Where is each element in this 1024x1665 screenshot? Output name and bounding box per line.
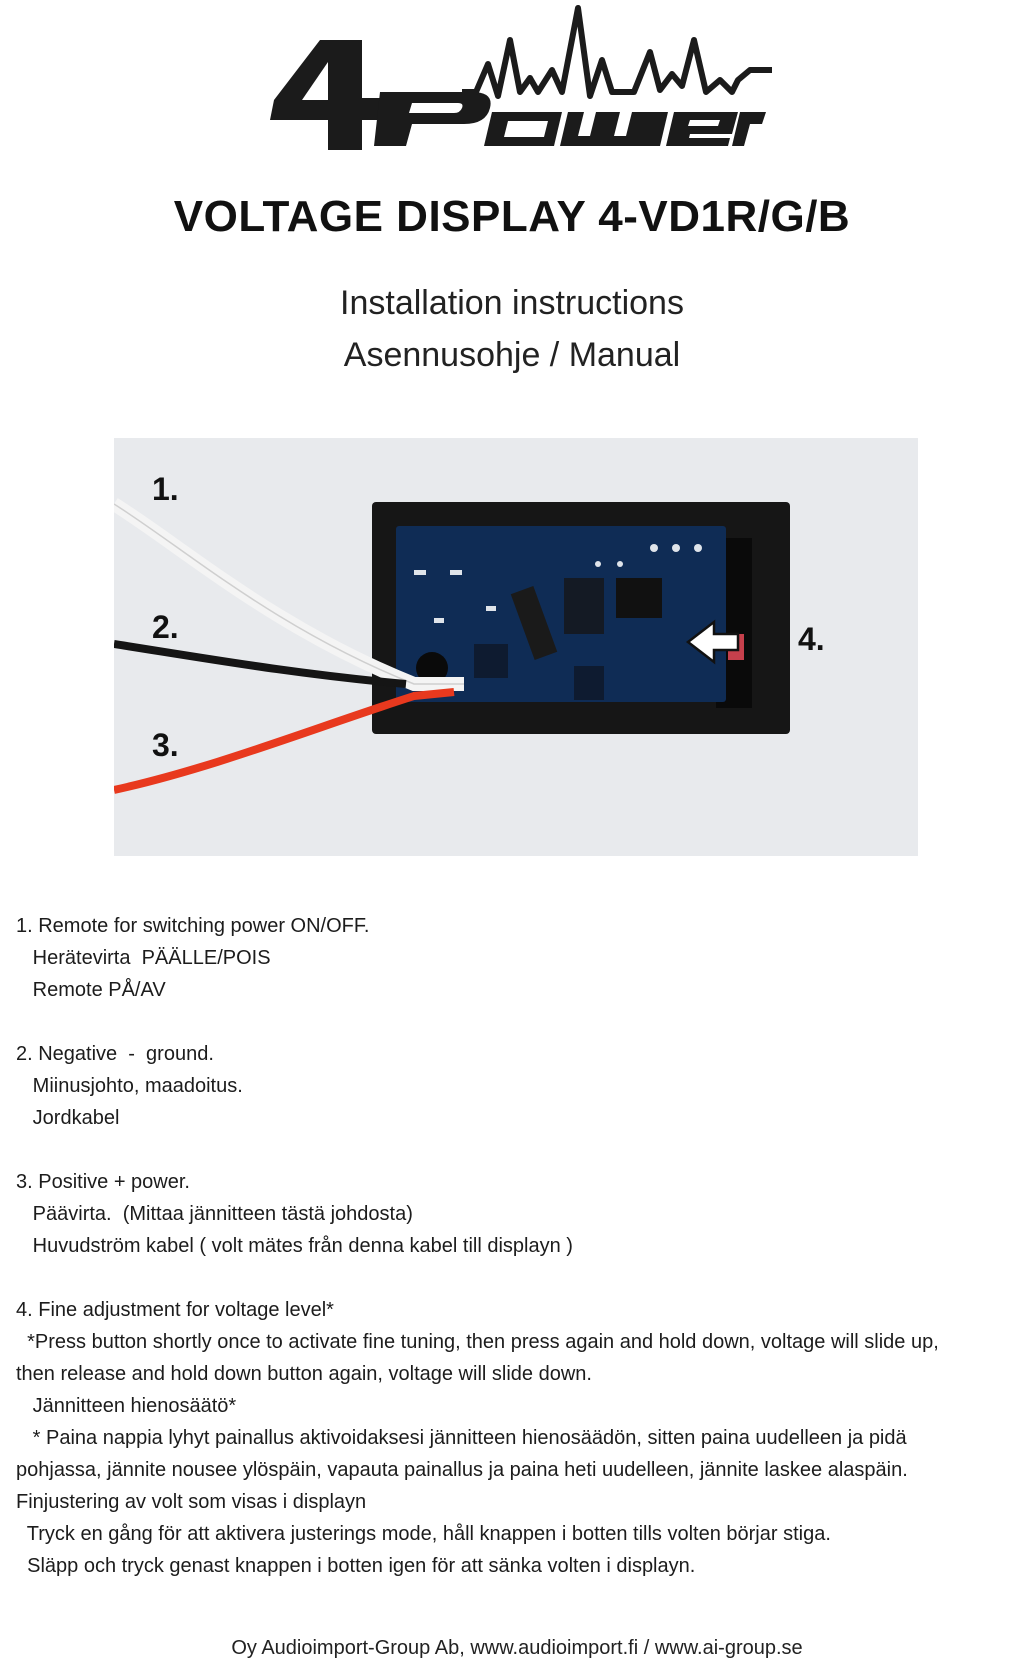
item4-english-2: then release and hold down button again, voltage will slide down. [16, 1363, 592, 1385]
item4-swedish-2: Släpp och tryck genast knappen i botten igen för att sänka volten i displayn. [16, 1555, 696, 1577]
item4-swedish-1: Tryck en gång för att aktivera justerings mode, håll knappen i botten tills volten börjar stiga. [16, 1523, 831, 1545]
page-title: VOLTAGE DISPLAY 4-VD1R/G/B [173, 192, 851, 241]
item2-finnish: Miinusjohto, maadoitus. [16, 1075, 243, 1097]
item3-finnish: Päävirta. (Mittaa jännitteen tästä johdosta) [16, 1203, 413, 1225]
instruction-list [16, 910, 1006, 1582]
item2-swedish: Jordkabel [16, 1107, 120, 1129]
subtitle-manual: Asennusohje / Manual [343, 336, 681, 374]
item4-title: 4. Fine adjustment for voltage level* [16, 1299, 334, 1321]
wire-label-3: 3. [152, 727, 179, 763]
item4-finnish-title: Jännitteen hienosäätö* [16, 1395, 237, 1417]
item1-swedish: Remote PÅ/AV [16, 979, 166, 1001]
product-photo [114, 438, 918, 856]
item2-title: 2. Negative - ground. [16, 1043, 214, 1065]
item1-title: 1. Remote for switching power ON/OFF. [16, 915, 370, 937]
item1-finnish: Herätevirta PÄÄLLE/POIS [16, 947, 271, 969]
brand-logo [262, 0, 772, 168]
item4-finnish-1: * Paina nappia lyhyt painallus aktivoidaksesi jännitteen hienosäädön, sitten paina uudelleen ja pidä [16, 1427, 907, 1449]
wire-label-2: 2. [152, 609, 179, 645]
item4-finnish-2: pohjassa, jännite nousee ylöspäin, vapauta painallus ja paina heti uudelleen, jännite laskee alaspäin. [16, 1459, 908, 1481]
item3-swedish: Huvudström kabel ( volt mätes från denna kabel till displayn ) [16, 1235, 573, 1257]
subtitle-installation: Installation instructions [340, 284, 684, 322]
item3-title: 3. Positive + power. [16, 1171, 190, 1193]
item4-english-1: *Press button shortly once to activate fine tuning, then press again and hold down, voltage will slide up, [16, 1331, 939, 1353]
footer-company: Oy Audioimport-Group Ab, www.audioimport.fi / www.ai-group.se [231, 1637, 803, 1659]
button-label-4: 4. [798, 621, 825, 657]
item4-swedish-title: Finjustering av volt som visas i displayn [16, 1491, 367, 1513]
wire-label-1: 1. [152, 471, 179, 507]
